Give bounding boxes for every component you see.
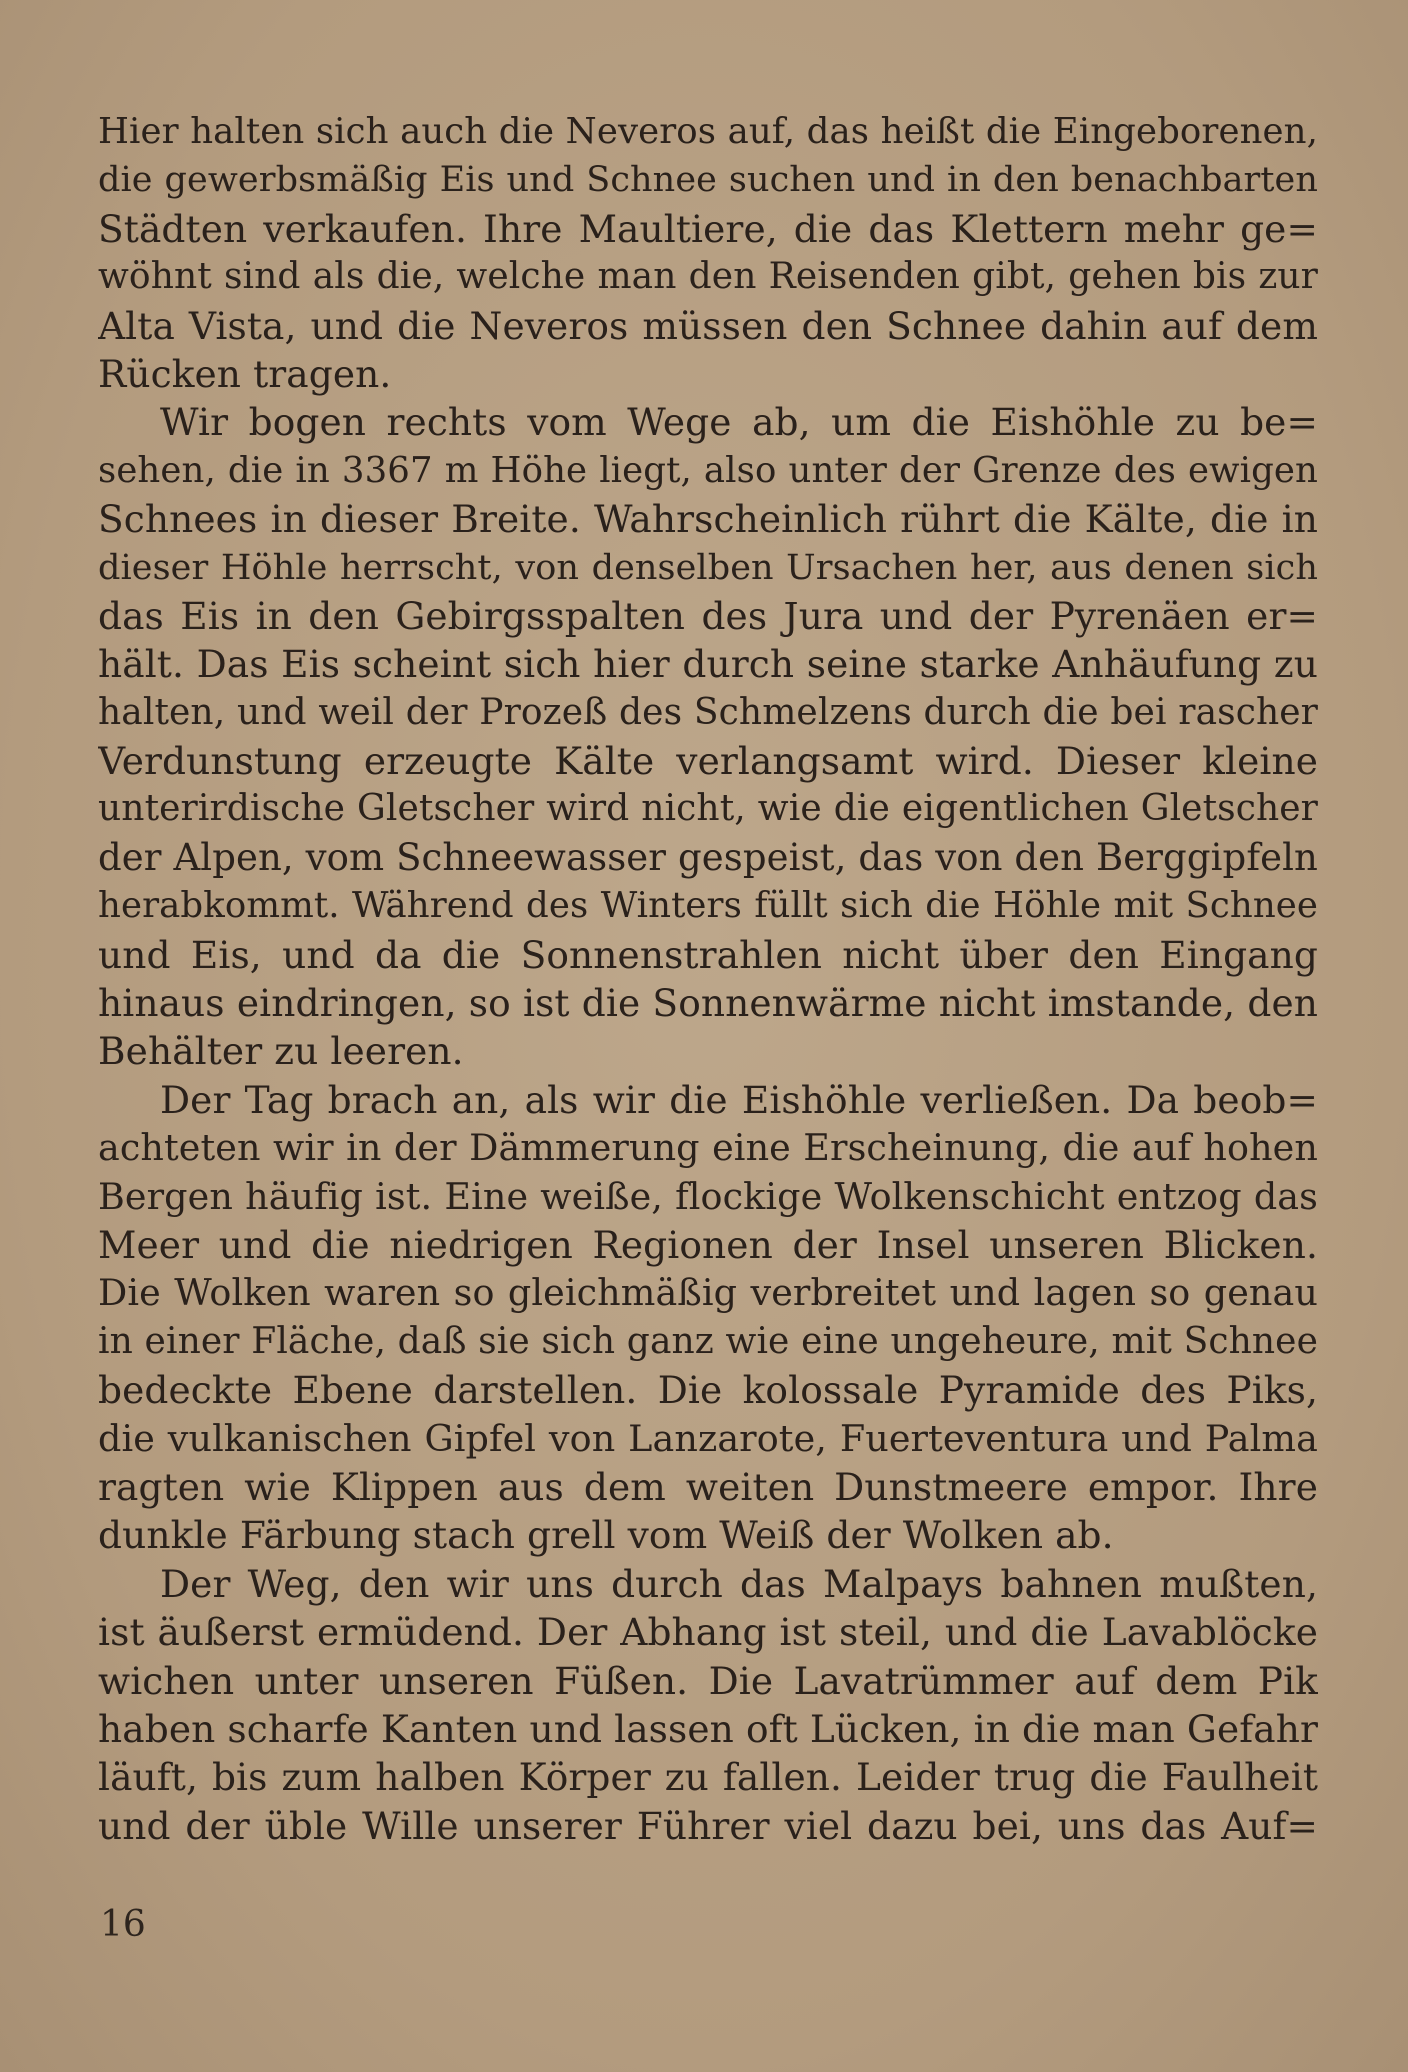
text-line: unterirdische Gletscher wird nicht, wie die eigentlichen Gletscher <box>98 788 1318 830</box>
paragraph-3 <box>98 1076 1318 1560</box>
text-line: Bergen häufig ist. Eine weiße, flockige Wolkenschicht entzog das <box>98 1174 1318 1218</box>
text-line: Rücken tragen. <box>98 351 392 396</box>
text-line: Behälter zu leeren. <box>98 1029 464 1074</box>
text-line: Der Weg, den wir uns durch das Malpays bahnen mußten, <box>160 1561 1318 1606</box>
text-line: hält. Das Eis scheint sich hier durch seine starke Anhäufung zu <box>98 642 1318 687</box>
text-line: und der üble Wille unserer Führer viel dazu bei, uns das Auf= <box>98 1803 1318 1848</box>
text-line: halten, und weil der Prozeß des Schmelzens durch die bei rascher <box>98 691 1318 733</box>
text-line: Verdunstung erzeugte Kälte verlangsamt wird. Dieser kleine <box>98 739 1318 784</box>
text-line: wöhnt sind als die, welche man den Reisenden gibt, gehen bis zur <box>98 256 1318 298</box>
text-line: ist äußerst ermüdend. Der Abhang ist steil, und die Lavablöcke <box>98 1610 1318 1655</box>
text-line: Meer und die niedrigen Regionen der Insel unseren Blicken. <box>98 1222 1318 1267</box>
page-number: 16 <box>100 1904 146 1945</box>
text-line: und Eis, und da die Sonnenstrahlen nicht über den Eingang <box>98 932 1318 977</box>
text-line: Städten verkaufen. Ihre Maultiere, die das Klettern mehr ge= <box>98 206 1318 251</box>
text-line: sehen, die in 3367 m Höhe liegt, also unter der Grenze des ewigen <box>98 449 1318 491</box>
text-line: dieser Höhle herrscht, von denselben Ursachen her, aus denen sich <box>98 547 1318 588</box>
text-line: bedeckte Ebene darstellen. Die kolossale Pyramide des Piks, <box>98 1368 1318 1413</box>
text-line: hinaus eindringen, so ist die Sonnenwärme nicht imstande, den <box>98 981 1318 1026</box>
text-line: läuft, bis zum halben Körper zu fallen. Leider trug die Faulheit <box>98 1755 1318 1800</box>
paragraph-1 <box>98 108 1318 398</box>
text-line: Schnees in dieser Breite. Wahrscheinlich rührt die Kälte, die in <box>98 497 1318 542</box>
text-line: wichen unter unseren Füßen. Die Lavatrümmer auf dem Pik <box>98 1658 1318 1703</box>
text-line: die vulkanischen Gipfel von Lanzarote, Fuerteventura und Palma <box>98 1416 1318 1460</box>
paragraph-4 <box>98 1560 1318 1850</box>
text-line: achteten wir in der Dämmerung eine Erscheinung, die auf hohen <box>98 1126 1318 1170</box>
text-line: herabkommt. Während des Winters füllt sich die Höhle mit Schnee <box>98 885 1318 927</box>
text-line: in einer Fläche, daß sie sich ganz wie eine ungeheure, mit Schnee <box>98 1320 1318 1362</box>
text-line: dunkle Färbung stach grell vom Weiß der Wolken ab. <box>98 1513 1114 1558</box>
text-line: das Eis in den Gebirgsspalten des Jura und der Pyrenäen er= <box>98 593 1318 638</box>
text-line: die gewerbsmäßig Eis und Schnee suchen und in den benachbarten <box>98 160 1318 201</box>
text-line: haben scharfe Kanten und lassen oft Lücken, in die man Gefahr <box>98 1706 1318 1751</box>
page-body <box>98 108 1318 1868</box>
text-line: Alta Vista, und die Neveros müssen den Schnee dahin auf dem <box>98 303 1318 348</box>
text-line: der Alpen, vom Schneewasser gespeist, das von den Berggipfeln <box>98 835 1318 879</box>
text-line: Hier halten sich auch die Neveros auf, das heißt die Eingeborenen, <box>98 111 1318 152</box>
text-line: Wir bogen rechts vom Wege ab, um die Eishöhle zu be= <box>160 400 1318 445</box>
text-line: Die Wolken waren so gleichmäßig verbreitet und lagen so genau <box>98 1271 1318 1315</box>
text-line: ragten wie Klippen aus dem weiten Dunstmeere empor. Ihre <box>98 1464 1318 1509</box>
paragraph-2 <box>98 398 1318 1075</box>
text-line: Der Tag brach an, als wir die Eishöhle verließen. Da beob= <box>160 1077 1318 1122</box>
